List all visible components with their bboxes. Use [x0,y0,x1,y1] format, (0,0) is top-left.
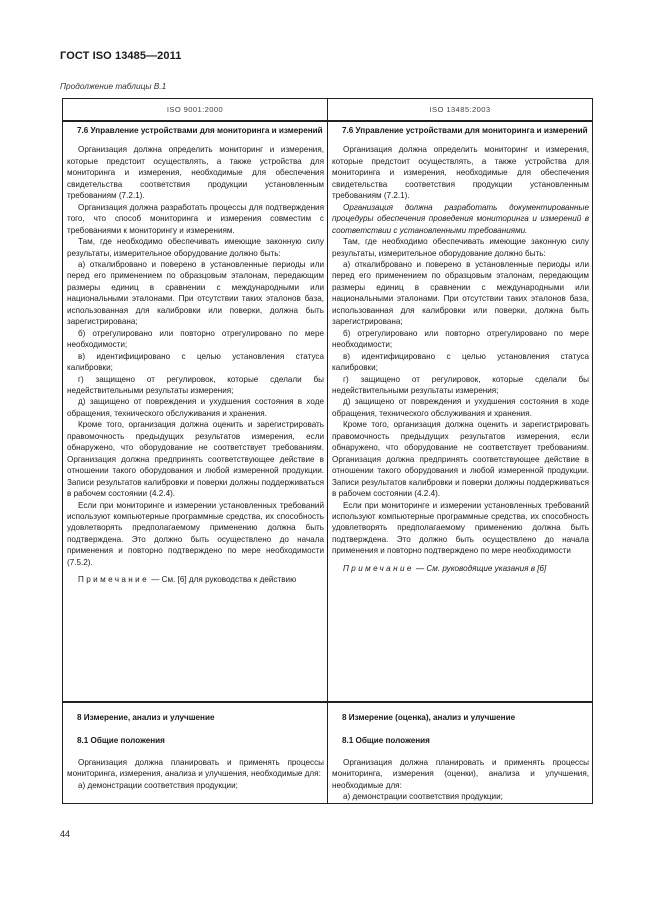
paragraph: Там, где необходимо обеспечивать имеющие законную силу результаты, измерительное оборудование должно быть: [67,237,324,258]
subsection-title: 8.1 Общие положения [342,736,430,746]
list-item: а) откалибровано и поверено в установленные периоды или перед его применением по образцовым эталонам, передающим размеры единиц в сравнении с международными или национальными эталонами. При отсутствии таких эталонов база, использованная для калибровки или поверки, должна быть зарегистрирована; [332,259,589,327]
section-title: 7.6 Управление устройствами для мониторинга и измерений [342,126,588,135]
paragraph: Там, где необходимо обеспечивать имеющие законную силу результаты, измерительное оборудование должно быть: [332,237,589,258]
note-text: — См. руководящие указания в [6] [413,563,547,573]
table-header-row [63,99,593,122]
paragraph: Организация должна планировать и применять процессы мониторинга, измерения, анализа и улучшения, необходимые для: [67,757,324,779]
paragraph: Кроме того, организация должна оценить и зарегистрировать правомочность предыдущих результатов измерения, если обнаружено, что оборудование не соответствует требованиям. Организация должна предпринять соответствующее действие в отношении такого оборудования и любой измеренной продукции. Записи результатов калибровки и поверки должны поддерживаться в рабочем состоянии (4.2.4). [67,420,324,499]
paragraph: Если при мониторинге и измерении установленных требований используют компьютерные программные средства, их способность удовлетворять предполагаемому применению должна быть подтверждена. Это должно быть осуществлено до начала применения и повторно подтверждено по мере необходимости [332,500,589,556]
table-row-8 [63,702,593,804]
paragraph: Если при мониторинге и измерении установленных требований используют компьютерные программные средства, их способность удовлетворять предполагаемому применению должна быть подтверждена. Это должно быть осуществлено до начала применения и повторно подтверждено по мере необходимости (7.5.2). [67,500,324,567]
note-label: Примечание [78,575,150,585]
page-number: 44 [60,829,71,839]
subsection-title: 8.1 Общие положения [77,736,165,746]
list-item: а) демонстрации соответствия продукции; [343,792,503,802]
paragraph: Организация должна определить мониторинг и измерения, которые предстоит осуществлять, а также устройства для мониторинга и измерения, необходимые для обеспечения свидетельства соответствия продукции установленным требованиям (7.2.1). [332,145,589,201]
section-title: 8 Измерение, анализ и улучшение [77,713,215,722]
section-title: 7.6 Управление устройствами для мониторинга и измерений [77,126,323,135]
paragraph: Организация должна разработать процессы для подтверждения того, что способ мониторинга и измерения совместим с требованиями к мониторингу и измерениям. [67,202,324,235]
right-cell-8 [328,702,593,804]
paragraph: Кроме того, организация должна оценить и зарегистрировать правомочность предыдущих результатов измерения, если обнаружено, что оборудование не соответствует требованиям. Организация должна предпринять соответствующее действие в отношении такого оборудования и любой измеренной продукции. Записи результатов калибровки и поверки должны поддерживаться в рабочем состоянии (4.2.4). [332,420,589,499]
table-row-7-6 [63,121,593,702]
section-title: 8 Измерение (оценка), анализ и улучшение [342,713,516,722]
left-cell-7-6 [63,121,328,702]
list-item: а) демонстрации соответствия продукции; [78,780,238,790]
note [332,563,589,574]
note [67,574,324,585]
note-label: Примечание [343,563,414,573]
paragraph-italic: Организация должна разработать документированные процедуры обеспечения проведения мониторинга и измерений в соответствии с установленными требованиями. [332,202,589,235]
list-item: г) защищено от регулировок, которые сделали бы недействительными результаты измерения; [332,374,589,395]
list-item: г) защищено от регулировок, которые сделали бы недействительными результаты измерения; [67,374,324,395]
table-continuation-label: Продолжение таблицы В.1 [60,81,167,91]
document-header: ГОСТ ISO 13485—2011 [60,50,182,62]
column-header-iso9001: ISO 9001:2000 [63,99,328,122]
left-cell-8 [63,702,328,804]
column-header-iso13485: ISO 13485:2003 [328,99,593,122]
note-text: — См. [6] для руководства к действию [149,575,297,585]
list-item: д) защищено от повреждения и ухудшения состояния в ходе обращения, технического обслуживания и хранения. [67,397,324,418]
comparison-table [62,98,593,804]
list-item: б) отрегулировано или повторно отрегулировано по мере необходимости; [332,328,589,350]
list-item: в) идентифицировано с целью установления статуса калибровки; [332,351,589,373]
list-item: д) защищено от повреждения и ухудшения состояния в ходе обращения, технического обслуживания и хранения. [332,397,589,418]
list-item: в) идентифицировано с целью установления статуса калибровки; [67,351,324,373]
paragraph: Организация должна планировать и применять процессы мониторинга, измерения (оценки), анализа и улучшения, необходимые для: [332,757,589,790]
paragraph: Организация должна определить мониторинг и измерения, которые предстоит осуществлять, а также устройства для мониторинга и измерения, необходимые для обеспечения свидетельства соответствия продукции установленным требованиям (7.2.1). [67,145,324,201]
list-item: а) откалибровано и поверено в установленные периоды или перед его применением по образцовым эталонам, передающим размеры единиц в сравнении с международными или национальными эталонами. При отсутствии таких эталонов база, использованная для калибровки или поверки, должна быть зарегистрирована; [67,259,324,327]
right-cell-7-6 [328,121,593,702]
list-item: б) отрегулировано или повторно отрегулировано по мере необходимости; [67,328,324,350]
